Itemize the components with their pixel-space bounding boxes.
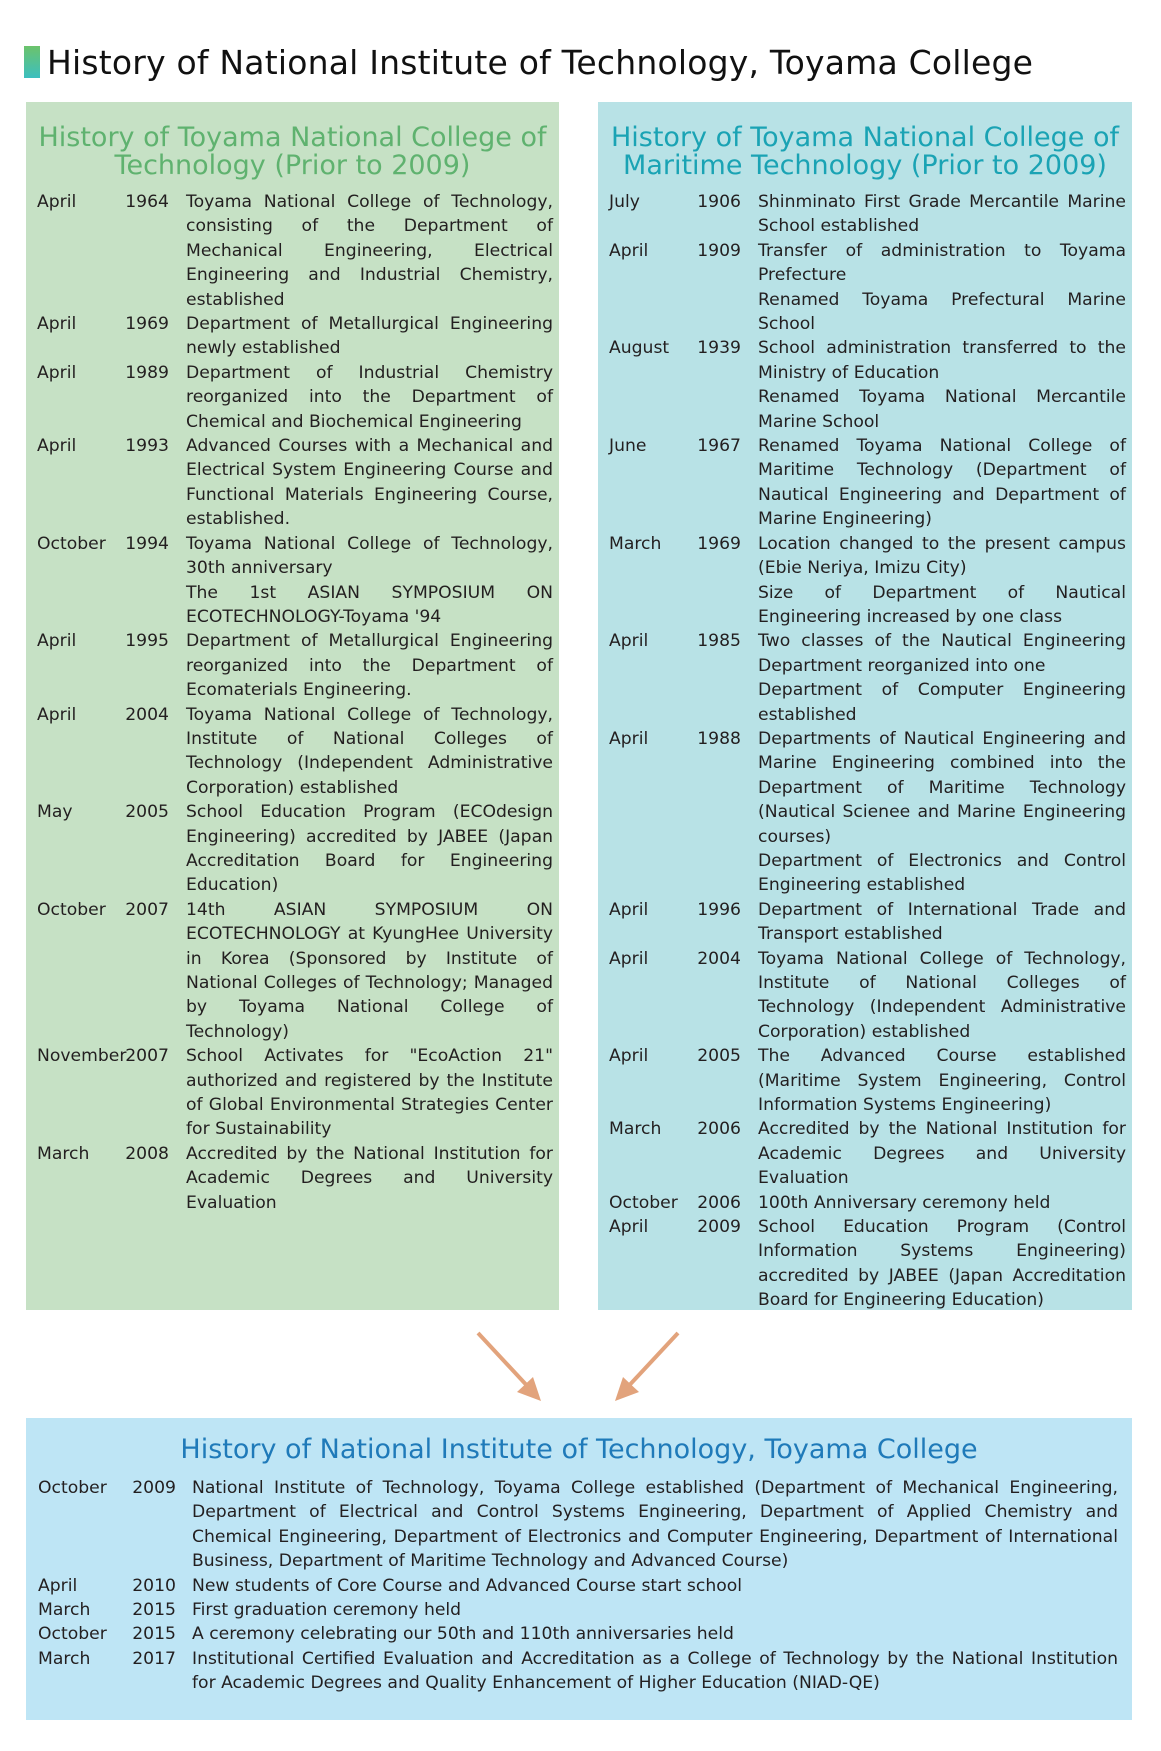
event-text-line: Department of International Trade and Transport established (758, 899, 1126, 945)
nit-toyama-history-panel (26, 1418, 1132, 1720)
event-text-line: 100th Anniversary ceremony held (758, 1192, 1051, 1213)
event-text-line: School administration transferred to the Ministry of Education (758, 338, 1126, 383)
event-text-line: Toyama National College of Technology, 30th anniversary (186, 533, 553, 579)
event-year: 2005 (125, 802, 169, 823)
event-year: 1985 (697, 631, 741, 652)
event-month: March (37, 1143, 90, 1164)
event-text-line: Renamed Toyama National College of Maritime Technology (Department of Nautical Engineering and Department of Marine Engineering) (758, 436, 1126, 530)
event-year: 1989 (125, 362, 169, 383)
event-year: 1969 (125, 314, 169, 335)
event-year: 1994 (125, 533, 169, 554)
panel-title-line2: Technology (Prior to 2009) (114, 150, 471, 181)
event-year: 2004 (125, 704, 169, 725)
event-month: November (37, 1046, 127, 1067)
event-text-line: Transfer of administration to Toyama Prefecture (758, 240, 1126, 286)
event-month: March (609, 1119, 662, 1140)
right-merge-arrow-icon (615, 1333, 678, 1401)
event-text-line: Two classes of the Nautical Engineering Department reorganized into one (758, 631, 1126, 676)
event-text-line: New students of Core Course and Advanced Course start school (192, 1575, 743, 1596)
event-text-line: Accredited by the National Institution for Academic Degrees and University Evaluation (186, 1143, 553, 1213)
panel-title-line1: History of Toyama National College of (38, 122, 547, 153)
event-year: 1964 (125, 192, 169, 212)
event-month: October (38, 1478, 107, 1498)
event-month: April (37, 314, 77, 335)
event-month: May (37, 802, 73, 823)
event-text-line: Renamed Toyama National Mercantile Marine School (758, 387, 1126, 432)
event-text-line: Department of Metallurgical Engineering reorganized into the Department of Ecomaterials Engineering. (186, 631, 553, 701)
event-text-line: 14th ASIAN SYMPOSIUM ON ECOTECHNOLOGY at KyungHee University in Korea (Sponsored by Institute of National Colleges of Technology; Managed by Toyama National College of Technology) (186, 899, 553, 1042)
event-year: 2015 (132, 1624, 176, 1645)
event-text-line: School Education Program (ECOdesign Engineering) accredited by JABEE (Japan Accreditation Board for Engineering Education) (186, 802, 553, 896)
event-text-line: Size of Department of Nautical Engineering increased by one class (758, 582, 1126, 627)
event-month: April (609, 1046, 649, 1067)
event-year: 2007 (125, 899, 169, 920)
event-month: April (609, 948, 649, 969)
event-text-line: School Education Program (Control Information Systems Engineering) accredited by JABEE (Japan Accreditation Board for Engineering Education) (758, 1217, 1126, 1311)
event-year: 2007 (125, 1046, 169, 1067)
event-text-line: A ceremony celebrating our 50th and 110th anniversaries held (192, 1624, 734, 1645)
event-year: 1969 (697, 533, 741, 554)
event-text-line: Advanced Courses with a Mechanical and Electrical System Engineering Course and Functional Materials Engineering Course, established. (186, 436, 553, 530)
timeline-row (26, 1598, 1132, 1622)
event-year: 1996 (697, 899, 741, 920)
timeline-row (26, 1622, 1132, 1646)
event-year: 2008 (125, 1143, 169, 1164)
event-text-line: Renamed Toyama Prefectural Marine School (758, 289, 1126, 335)
event-year: 1993 (125, 436, 169, 457)
event-month: April (37, 704, 77, 725)
event-year: 1939 (697, 338, 741, 359)
event-month: April (609, 728, 649, 749)
timeline-row (26, 1574, 1132, 1598)
event-month: August (609, 338, 670, 359)
event-text-line: Toyama National College of Technology, Institute of National Colleges of Technology (Independent Administrative Corporation) established (758, 948, 1126, 1042)
event-text-line: Shinminato First Grade Mercantile Marine School established (758, 192, 1126, 237)
event-year: 2017 (132, 1648, 176, 1669)
event-text-line: Departments of Nautical Engineering and Marine Engineering combined into the Department of Maritime Technology (Nautical Scienee and Marine Engineering courses) (758, 728, 1126, 847)
left-merge-arrow-icon (478, 1333, 541, 1401)
event-year: 2004 (697, 948, 741, 969)
event-year: 1988 (697, 728, 741, 749)
event-month: October (38, 1624, 107, 1645)
event-month: April (609, 240, 649, 261)
event-text-line: Accredited by the National Institution for Academic Degrees and University Evaluation (758, 1119, 1126, 1189)
event-year: 2009 (132, 1478, 176, 1498)
event-month: October (609, 1192, 678, 1213)
event-month: April (37, 362, 77, 383)
page-title-text: History of National Institute of Technology, Toyama College (47, 42, 1034, 82)
event-text-line: Location changed to the present campus (Ebie Neriya, Imizu City) (758, 533, 1126, 579)
event-month: March (609, 533, 662, 554)
panel-title-line2: Maritime Technology (Prior to 2009) (623, 150, 1107, 181)
event-description (192, 1598, 1132, 1622)
event-text-line: The Advanced Course established (Maritime System Engineering, Control Information Systems Engineering) (758, 1046, 1126, 1116)
event-text-line: National Institute of Technology, Toyama College established (Department of Mechanical Engineering, Department of Electrical and Control Systems Engineering, Department of Applied Chemistry and Chemical Engineering, Department of Electronics and Computer Engineering, Department of International Business, Department of Maritime Technology and Advanced Course) (192, 1478, 1118, 1572)
event-text-line: Toyama National College of Technology, Institute of National Colleges of Technology (Independent Administrative Corporation) established (186, 704, 553, 798)
event-text-line: Department of Electronics and Control Engineering established (758, 850, 1126, 896)
event-year: 2006 (697, 1192, 741, 1213)
event-year: 2010 (132, 1575, 176, 1596)
event-month: June (609, 436, 647, 457)
panel-title: History of National Institute of Technology, Toyama College (180, 1434, 978, 1465)
event-month: April (37, 631, 77, 652)
panel-title-line1: History of Toyama National College of (610, 122, 1120, 153)
event-text-line: Toyama National College of Technology, consisting of the Department of Mechanical Engineering, Electrical Engineering and Industrial Chemistry, established (186, 192, 553, 310)
event-month: April (38, 1575, 78, 1596)
event-month: July (609, 192, 640, 212)
event-month: March (38, 1600, 91, 1621)
event-description (192, 1574, 1132, 1598)
timeline-list (26, 1476, 1132, 1696)
event-month: October (37, 899, 106, 920)
event-text-line: Department of Computer Engineering established (758, 680, 1126, 725)
event-month: April (609, 631, 649, 652)
event-text-line: School Activates for "EcoAction 21" authorized and registered by the Institute of Global Environmental Strategies Center for Sustainability (186, 1046, 553, 1140)
event-month: March (38, 1648, 91, 1669)
event-year: 1995 (125, 631, 169, 652)
event-month: April (37, 192, 77, 212)
event-year: 1906 (697, 192, 741, 212)
event-month: April (37, 436, 77, 457)
event-text-line: First graduation ceremony held (192, 1600, 462, 1621)
event-year: 1967 (697, 436, 741, 457)
event-month: October (37, 533, 106, 554)
event-text-line: Department of Metallurgical Engineering newly established (186, 314, 553, 359)
event-text-line: Department of Industrial Chemistry reorganized into the Department of Chemical and Biochemical Engineering (186, 362, 553, 432)
event-text-line: The 1st ASIAN SYMPOSIUM ON ECOTECHNOLOGY-Toyama '94 (186, 582, 553, 627)
event-year: 2015 (132, 1600, 176, 1621)
timeline-row (26, 1647, 1132, 1696)
event-month: April (609, 1217, 649, 1238)
event-year: 2009 (697, 1217, 741, 1238)
event-year: 2006 (697, 1119, 741, 1140)
event-year: 1909 (697, 240, 741, 261)
event-description (192, 1622, 1132, 1646)
event-month: April (609, 899, 649, 920)
timeline-row (26, 1476, 1132, 1574)
event-description (192, 1476, 1132, 1574)
event-text-line: Institutional Certified Evaluation and Accreditation as a College of Technology by the National Institution for Academic Degrees and Quality Enhancement of Higher Education (NIAD-QE) (192, 1648, 1118, 1694)
event-description (192, 1647, 1132, 1696)
event-year: 2005 (697, 1046, 741, 1067)
